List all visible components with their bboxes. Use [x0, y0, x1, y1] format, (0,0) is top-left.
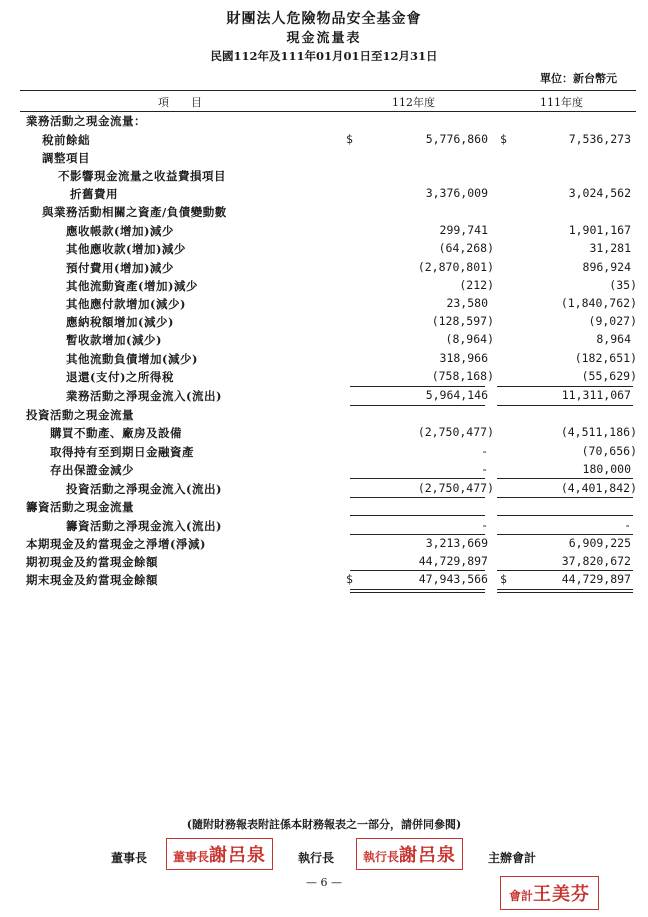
- value-111: -: [624, 518, 631, 532]
- table-row: [0, 571, 648, 589]
- value-111: 896,924: [582, 260, 631, 274]
- value-111: (55,629): [581, 369, 637, 383]
- chairman-label: 董事長: [111, 851, 148, 865]
- row-label: 不影響現金流量之收益費損項目: [58, 169, 226, 183]
- value-111: (1,840,762): [560, 296, 637, 310]
- value-112: 5,776,860: [425, 132, 488, 146]
- row-label: 購買不動產、廠房及設備: [50, 426, 182, 440]
- currency-symbol-112: $: [346, 572, 353, 586]
- page-number: — 6 —: [306, 876, 342, 889]
- table-row: [0, 517, 648, 535]
- subtotal-rule: [497, 534, 633, 535]
- value-112: 3,213,669: [425, 536, 488, 550]
- row-label: 其他應付款增加(減少): [66, 297, 186, 311]
- chairman-seal-name: 謝呂泉: [209, 845, 267, 866]
- accountant-label: 主辦會計: [488, 851, 537, 865]
- row-label: 應納稅額增加(減少): [66, 315, 174, 329]
- subtotal-rule: [497, 570, 633, 571]
- row-label: 其他流動負債增加(減少): [66, 352, 198, 366]
- row-label: 與業務活動相關之資產/負債變動數: [42, 205, 227, 219]
- value-112: 23,580: [446, 296, 488, 310]
- value-111: 8,964: [596, 332, 631, 346]
- value-111: 1,901,167: [568, 223, 631, 237]
- footnote: (隨附財務報表附註係本財務報表之一部分，請併同參閱): [186, 818, 462, 831]
- row-label: 存出保證金減少: [50, 463, 134, 477]
- row-label: 其他應收款(增加)減少: [66, 242, 186, 256]
- table-row: [0, 277, 648, 295]
- value-112: (2,750,477): [417, 481, 494, 495]
- value-112: -: [481, 462, 488, 476]
- table-row: [0, 443, 648, 461]
- row-label: 其他流動資產(增加)減少: [66, 279, 198, 293]
- table-row: [0, 131, 648, 149]
- row-label: 稅前餘絀: [42, 133, 90, 147]
- currency-symbol-111: $: [500, 132, 507, 146]
- subtotal-rule: [350, 570, 485, 571]
- table-row: [0, 350, 648, 368]
- value-111: 7,536,273: [568, 132, 631, 146]
- table-row: [0, 368, 648, 386]
- value-112: 318,966: [439, 351, 488, 365]
- subtotal-rule: [497, 386, 633, 387]
- value-111: 11,311,067: [561, 388, 631, 402]
- value-111: 37,820,672: [561, 554, 631, 568]
- row-label: 退還(支付)之所得稅: [66, 370, 174, 384]
- row-label: 投資活動之淨現金流入(流出): [66, 482, 222, 496]
- subtotal-rule: [497, 497, 633, 498]
- subtotal-rule: [350, 497, 485, 498]
- subtotal-rule: [350, 515, 485, 516]
- value-111: 31,281: [589, 241, 631, 255]
- value-112: 47,943,566: [418, 572, 488, 586]
- table-row: [0, 149, 648, 167]
- table-row: [0, 424, 648, 442]
- statement-period: 民國112年及111年01月01日至12月31日: [210, 49, 438, 63]
- value-111: 44,729,897: [561, 572, 631, 586]
- statement-title: 現金流量表: [286, 31, 362, 46]
- row-label: 暫收款增加(減少): [66, 333, 162, 347]
- row-label: 預付費用(增加)減少: [66, 261, 174, 275]
- column-header-111: 111年度: [540, 96, 583, 109]
- table-row: [0, 203, 648, 221]
- value-111: (35): [609, 278, 637, 292]
- accountant-seal-name: 王美芬: [533, 884, 591, 905]
- table-row: [0, 535, 648, 553]
- accountant-seal: [500, 876, 599, 910]
- table-row: [0, 112, 648, 130]
- subtotal-rule: [350, 478, 485, 479]
- value-111: (182,651): [574, 351, 637, 365]
- value-112: (64,268): [438, 241, 494, 255]
- table-row: [0, 167, 648, 185]
- row-label: 期初現金及約當現金餘額: [26, 555, 158, 569]
- subtotal-rule: [350, 405, 485, 406]
- table-row: [0, 480, 648, 498]
- row-label: 籌資活動之現金流量: [26, 500, 134, 514]
- row-label: 投資活動之現金流量: [26, 408, 134, 422]
- value-111: (4,401,842): [560, 481, 637, 495]
- table-row: [0, 387, 648, 405]
- ceo-seal-title: 執行長: [363, 850, 400, 864]
- row-label: 籌資活動之淨現金流入(流出): [66, 519, 222, 533]
- row-label: 期末現金及約當現金餘額: [26, 573, 158, 587]
- table-row: [0, 185, 648, 203]
- table-row: [0, 259, 648, 277]
- value-112: 3,376,009: [425, 186, 488, 200]
- value-112: (758,168): [431, 369, 494, 383]
- row-label: 業務活動之現金流量：: [26, 114, 146, 128]
- subtotal-rule: [350, 386, 485, 387]
- value-112: (2,750,477): [417, 425, 494, 439]
- ceo-label: 執行長: [298, 851, 335, 865]
- table-row: [0, 461, 648, 479]
- value-112: (128,597): [431, 314, 494, 328]
- value-112: (8,964): [445, 332, 494, 346]
- accountant-seal-title: 會計: [509, 889, 534, 903]
- table-row: [0, 553, 648, 571]
- value-112: -: [481, 444, 488, 458]
- row-label: 調整項目: [42, 151, 90, 165]
- chairman-seal-title: 董事長: [173, 850, 210, 864]
- total-double-rule: [350, 589, 485, 593]
- value-112: 299,741: [439, 223, 488, 237]
- row-label: 折舊費用: [70, 187, 118, 201]
- value-111: (70,656): [581, 444, 637, 458]
- row-label: 應收帳款(增加)減少: [66, 224, 174, 238]
- table-row: [0, 406, 648, 424]
- table-row: [0, 222, 648, 240]
- column-header-112: 112年度: [392, 96, 435, 109]
- chairman-seal: [166, 838, 273, 870]
- value-111: (4,511,186): [560, 425, 637, 439]
- table-row: [0, 295, 648, 313]
- currency-unit: 單位：新台幣元: [540, 72, 617, 85]
- row-label: 取得持有至到期日金融資產: [50, 445, 194, 459]
- column-header-item: 項 目: [158, 96, 202, 109]
- value-111: 3,024,562: [568, 186, 631, 200]
- value-112: -: [481, 518, 488, 532]
- value-111: 180,000: [582, 462, 631, 476]
- value-111: (9,027): [588, 314, 637, 328]
- value-111: 6,909,225: [568, 536, 631, 550]
- currency-symbol-112: $: [346, 132, 353, 146]
- table-row: [0, 240, 648, 258]
- row-label: 本期現金及約當現金之淨增(淨減): [26, 537, 206, 551]
- total-double-rule: [497, 589, 633, 593]
- currency-symbol-111: $: [500, 572, 507, 586]
- subtotal-rule: [497, 478, 633, 479]
- table-top-rule: [20, 90, 636, 91]
- subtotal-rule: [497, 405, 633, 406]
- value-112: (2,870,801): [417, 260, 494, 274]
- row-label: 業務活動之淨現金流入(流出): [66, 389, 222, 403]
- subtotal-rule: [350, 534, 485, 535]
- subtotal-rule: [497, 515, 633, 516]
- value-112: (212): [459, 278, 494, 292]
- table-row: [0, 331, 648, 349]
- value-112: 5,964,146: [425, 388, 488, 402]
- ceo-seal: [356, 838, 463, 870]
- table-row: [0, 498, 648, 516]
- organization-name: 財團法人危險物品安全基金會: [226, 11, 422, 27]
- value-112: 44,729,897: [418, 554, 488, 568]
- table-row: [0, 313, 648, 331]
- ceo-seal-name: 謝呂泉: [399, 845, 457, 866]
